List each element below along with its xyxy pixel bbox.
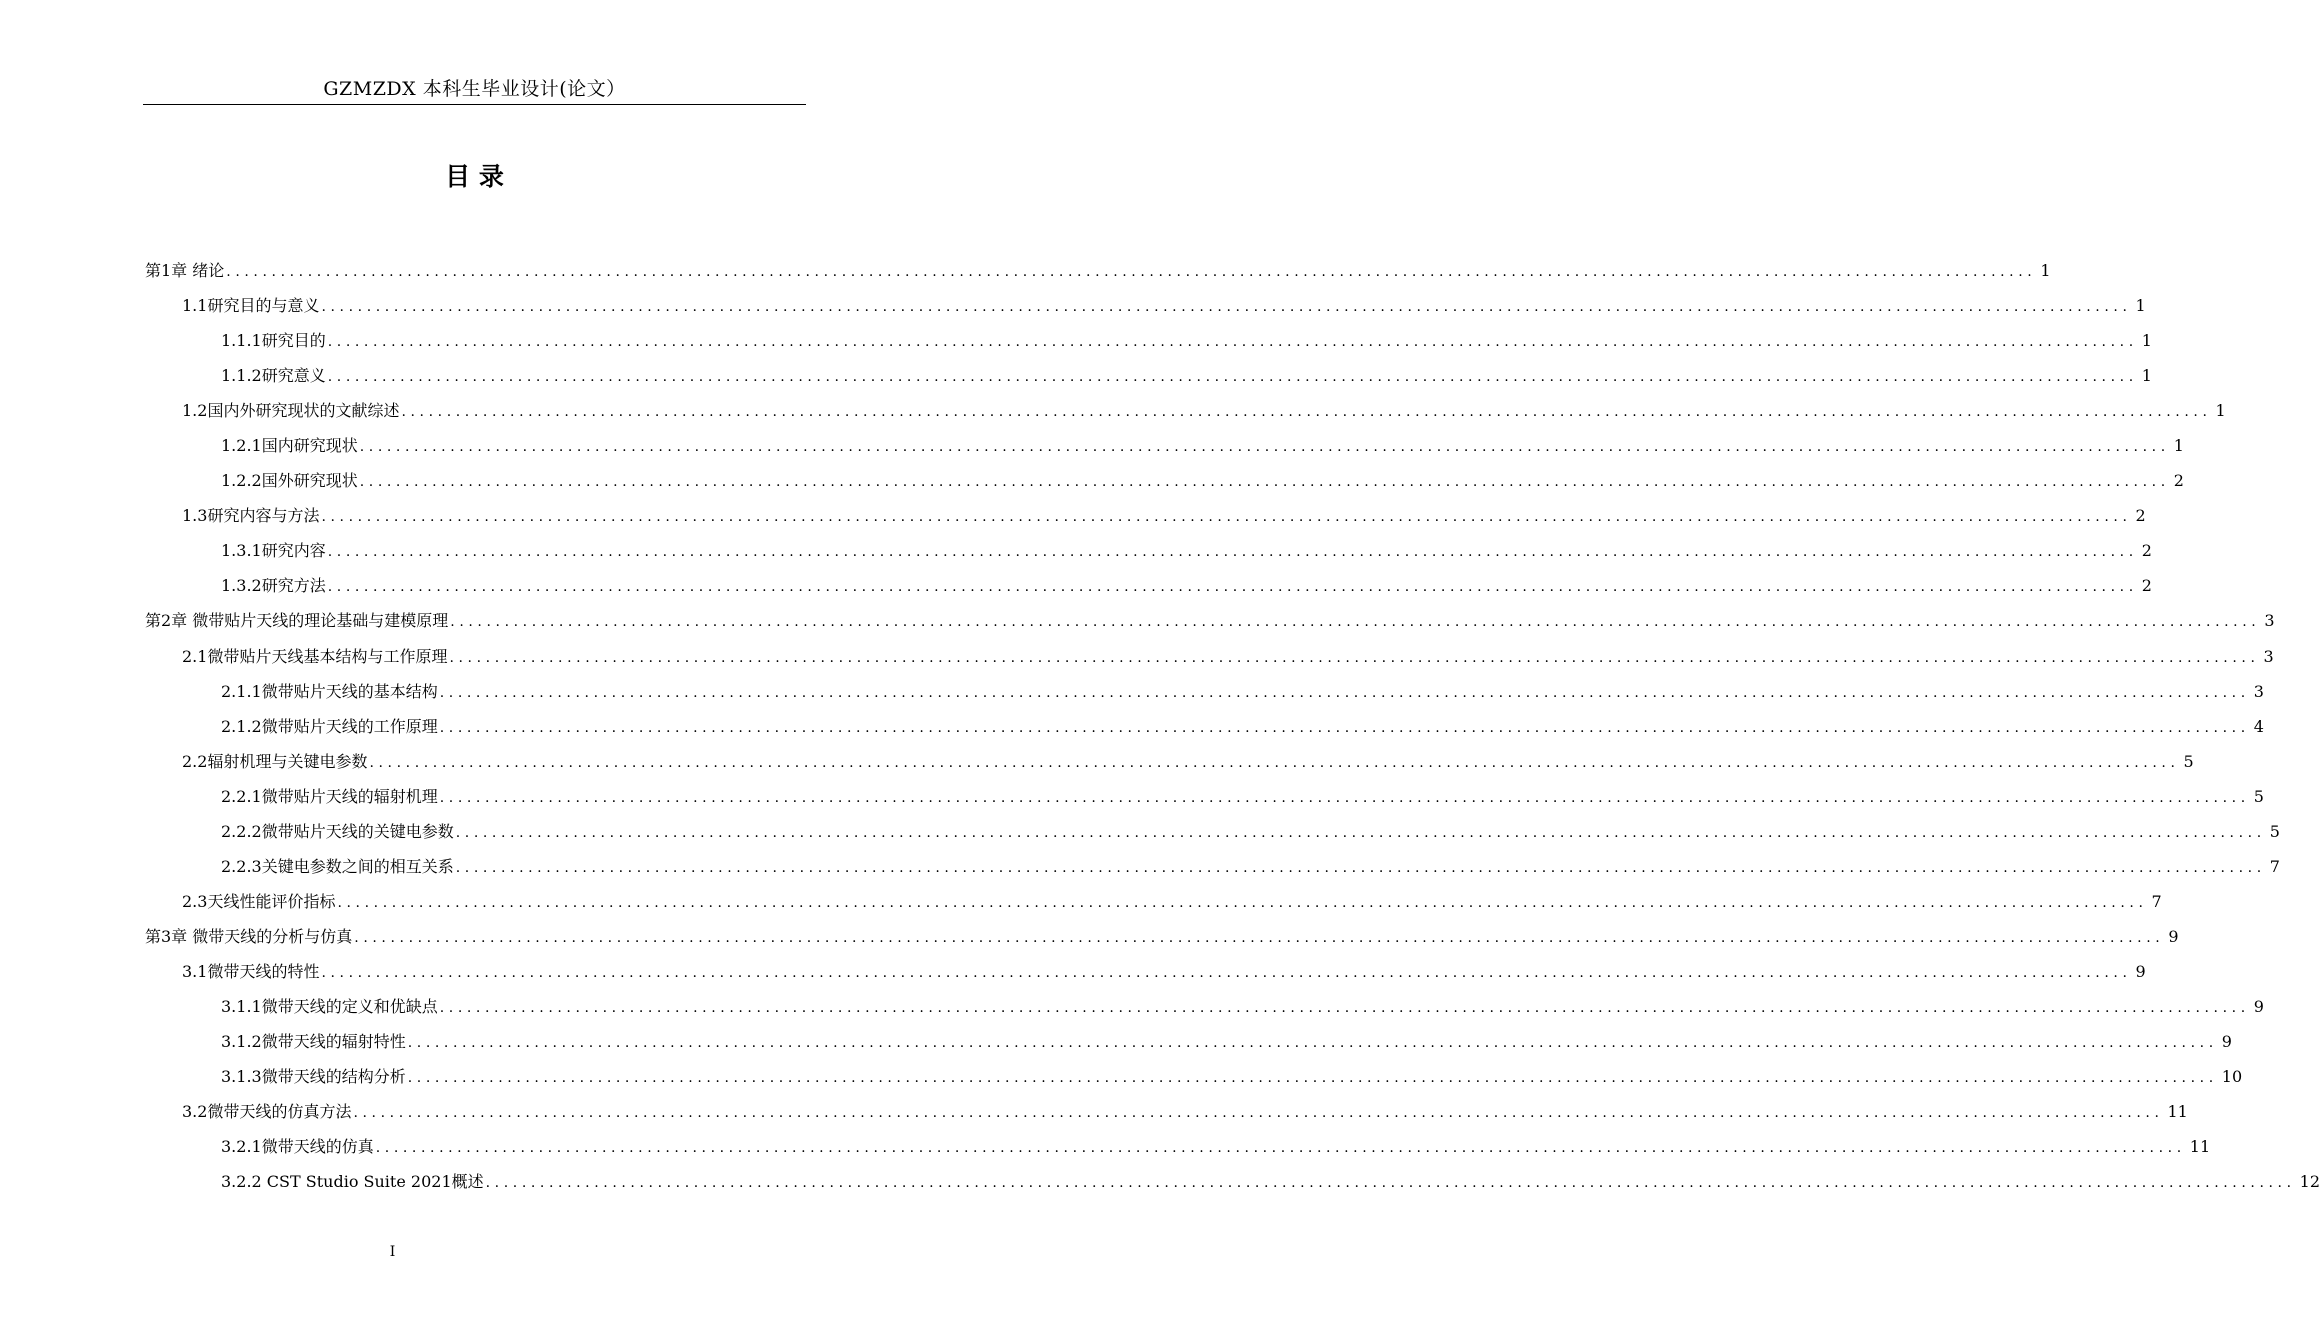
toc-dot-leader: ........................................................................................................................................................................................................ <box>450 614 2261 631</box>
toc-entry-text: 第3章 微带天线的分析与仿真 <box>145 926 353 946</box>
toc-entry-page: 9 <box>2135 961 2146 981</box>
toc-entry[interactable] <box>145 393 2226 428</box>
toc-entry-page: 2 <box>2173 471 2184 491</box>
page-number: I <box>389 1244 396 1260</box>
toc-dot-leader: ........................................................................................................................................................................................................ <box>327 579 2138 596</box>
toc-entry[interactable] <box>145 533 2152 568</box>
toc-dot-leader: ........................................................................................................................................................................................................ <box>369 754 2180 771</box>
toc-entry-page: 4 <box>2253 716 2264 736</box>
toc-entry[interactable] <box>145 1164 2320 1199</box>
toc-entry-text: 第2章 微带贴片天线的理论基础与建模原理 <box>145 611 449 631</box>
toc-entry-text: 1.1.1研究目的 <box>221 331 326 351</box>
toc-entry-text: 2.1.2微带贴片天线的工作原理 <box>221 716 438 736</box>
toc-dot-leader: ........................................................................................................................................................................................................ <box>321 509 2132 526</box>
toc-entry-page: 3 <box>2263 646 2274 666</box>
toc-dot-leader: ........................................................................................................................................................................................................ <box>327 369 2138 386</box>
toc-entry[interactable] <box>145 884 2162 919</box>
toc-entry-text: 2.2辐射机理与关键电参数 <box>182 751 368 771</box>
toc-dot-leader: ........................................................................................................................................................................................................ <box>449 649 2260 666</box>
toc-entry-page: 12 <box>2299 1172 2320 1192</box>
toc-entry-text: 3.2.1微带天线的仿真 <box>221 1137 374 1157</box>
toc-entry[interactable] <box>145 253 2051 288</box>
toc-entry-page: 3 <box>2253 681 2264 701</box>
toc-entry-page: 7 <box>2151 891 2162 911</box>
toc-entry[interactable] <box>145 989 2264 1024</box>
toc-dot-leader: ........................................................................................................................................................................................................ <box>407 1070 2218 1087</box>
toc-entry-page: 1 <box>2141 331 2152 351</box>
toc-entry-page: 9 <box>2221 1032 2232 1052</box>
toc-entry-text: 1.3.1研究内容 <box>221 541 326 561</box>
toc-entry[interactable] <box>145 674 2264 709</box>
toc-entry-page: 5 <box>2253 786 2264 806</box>
toc-entry[interactable] <box>145 1094 2188 1129</box>
toc-entry[interactable] <box>145 603 2275 638</box>
toc-entry[interactable] <box>145 323 2152 358</box>
toc-dot-leader: ........................................................................................................................................................................................................ <box>337 894 2148 911</box>
toc-entry[interactable] <box>145 779 2264 814</box>
toc-entry-page: 1 <box>2135 296 2146 316</box>
toc-entry-text: 3.1.3微带天线的结构分析 <box>221 1067 406 1087</box>
toc-dot-leader: ........................................................................................................................................................................................................ <box>455 859 2266 876</box>
toc-dot-leader: ........................................................................................................................................................................................................ <box>226 264 2037 280</box>
toc-entry-page: 11 <box>2167 1102 2188 1122</box>
toc-entry-page: 2 <box>2141 576 2152 596</box>
toc-entry-text: 1.1研究目的与意义 <box>182 296 320 316</box>
toc-entry[interactable] <box>145 288 2146 323</box>
toc-entry-page: 1 <box>2173 436 2184 456</box>
toc-entry-page: 9 <box>2168 926 2179 946</box>
toc-dot-leader: ........................................................................................................................................................................................................ <box>439 719 2250 736</box>
toc-entry-text: 2.2.2微带贴片天线的关键电参数 <box>221 821 454 841</box>
toc-entry-page: 5 <box>2269 821 2280 841</box>
toc-entry-text: 第1章 绪论 <box>145 261 225 280</box>
header-rule <box>143 104 806 105</box>
toc-entry-text: 3.1.2微带天线的辐射特性 <box>221 1032 406 1052</box>
toc-dot-leader: ........................................................................................................................................................................................................ <box>321 299 2132 316</box>
toc-entry[interactable] <box>145 428 2184 463</box>
toc-entry-text: 3.1微带天线的特性 <box>182 961 320 981</box>
toc-entry-page: 1 <box>2040 261 2051 280</box>
toc-dot-leader: ........................................................................................................................................................................................................ <box>359 439 2170 456</box>
toc-dot-leader: ........................................................................................................................................................................................................ <box>401 404 2212 421</box>
toc-entry-text: 1.1.2研究意义 <box>221 366 326 386</box>
toc-entry-text: 1.2.2国外研究现状 <box>221 471 358 491</box>
toc-dot-leader: ........................................................................................................................................................................................................ <box>439 789 2250 806</box>
toc-entry[interactable] <box>145 358 2152 393</box>
toc-dot-leader: ........................................................................................................................................................................................................ <box>321 964 2132 981</box>
toc-entry-text: 2.2.3关键电参数之间的相互关系 <box>221 856 454 876</box>
toc-list <box>145 253 2320 1199</box>
toc-entry-page: 7 <box>2269 856 2280 876</box>
toc-entry[interactable] <box>145 498 2146 533</box>
toc-dot-leader: ........................................................................................................................................................................................................ <box>485 1175 2296 1192</box>
toc-entry-page: 9 <box>2253 996 2264 1016</box>
toc-entry[interactable] <box>145 1024 2232 1059</box>
toc-title: 目 录 <box>445 162 504 191</box>
toc-entry-page: 1 <box>2141 366 2152 386</box>
toc-entry[interactable] <box>145 709 2264 744</box>
toc-dot-leader: ........................................................................................................................................................................................................ <box>327 334 2138 351</box>
toc-entry-text: 1.2国内外研究现状的文献综述 <box>182 401 400 421</box>
toc-entry[interactable] <box>145 463 2184 498</box>
toc-entry-text: 3.1.1微带天线的定义和优缺点 <box>221 996 438 1016</box>
toc-dot-leader: ........................................................................................................................................................................................................ <box>407 1035 2218 1052</box>
toc-dot-leader: ........................................................................................................................................................................................................ <box>354 929 2165 946</box>
toc-entry-page: 11 <box>2189 1137 2211 1157</box>
toc-entry-page: 5 <box>2183 751 2194 771</box>
toc-dot-leader: ........................................................................................................................................................................................................ <box>359 474 2170 491</box>
page-header: GZMZDX 本科生毕业设计(论文） <box>323 78 626 100</box>
toc-dot-leader: ........................................................................................................................................................................................................ <box>439 684 2250 701</box>
toc-entry[interactable] <box>145 849 2280 884</box>
toc-entry-page: 2 <box>2135 506 2146 526</box>
toc-entry[interactable] <box>145 954 2146 989</box>
toc-entry[interactable] <box>145 568 2152 603</box>
toc-dot-leader: ........................................................................................................................................................................................................ <box>439 999 2250 1016</box>
toc-entry-page: 3 <box>2264 611 2275 631</box>
toc-entry-text: 1.2.1国内研究现状 <box>221 436 358 456</box>
toc-entry-page: 1 <box>2215 401 2226 421</box>
toc-entry[interactable] <box>145 919 2179 954</box>
toc-entry-text: 2.1微带贴片天线基本结构与工作原理 <box>182 646 448 666</box>
toc-dot-leader: ........................................................................................................................................................................................................ <box>455 824 2266 841</box>
toc-entry-page: 10 <box>2221 1067 2243 1087</box>
toc-dot-leader: ........................................................................................................................................................................................................ <box>353 1105 2164 1122</box>
toc-entry[interactable] <box>145 639 2274 674</box>
toc-entry-text: 1.3研究内容与方法 <box>182 506 320 526</box>
toc-entry-text: 1.3.2研究方法 <box>221 576 326 596</box>
toc-dot-leader: ........................................................................................................................................................................................................ <box>327 544 2138 561</box>
toc-entry-text: 2.3天线性能评价指标 <box>182 891 336 911</box>
toc-entry[interactable] <box>145 814 2280 849</box>
toc-entry-text: 2.1.1微带贴片天线的基本结构 <box>221 681 438 701</box>
toc-entry-text: 3.2微带天线的仿真方法 <box>182 1102 352 1122</box>
toc-entry[interactable] <box>145 744 2194 779</box>
toc-entry[interactable] <box>145 1059 2243 1094</box>
toc-entry-text: 2.2.1微带贴片天线的辐射机理 <box>221 786 438 806</box>
toc-entry[interactable] <box>145 1129 2211 1164</box>
toc-entry-text: 3.2.2 CST Studio Suite 2021概述 <box>221 1172 484 1192</box>
toc-entry-page: 2 <box>2141 541 2152 561</box>
toc-dot-leader: ........................................................................................................................................................................................................ <box>375 1140 2186 1157</box>
